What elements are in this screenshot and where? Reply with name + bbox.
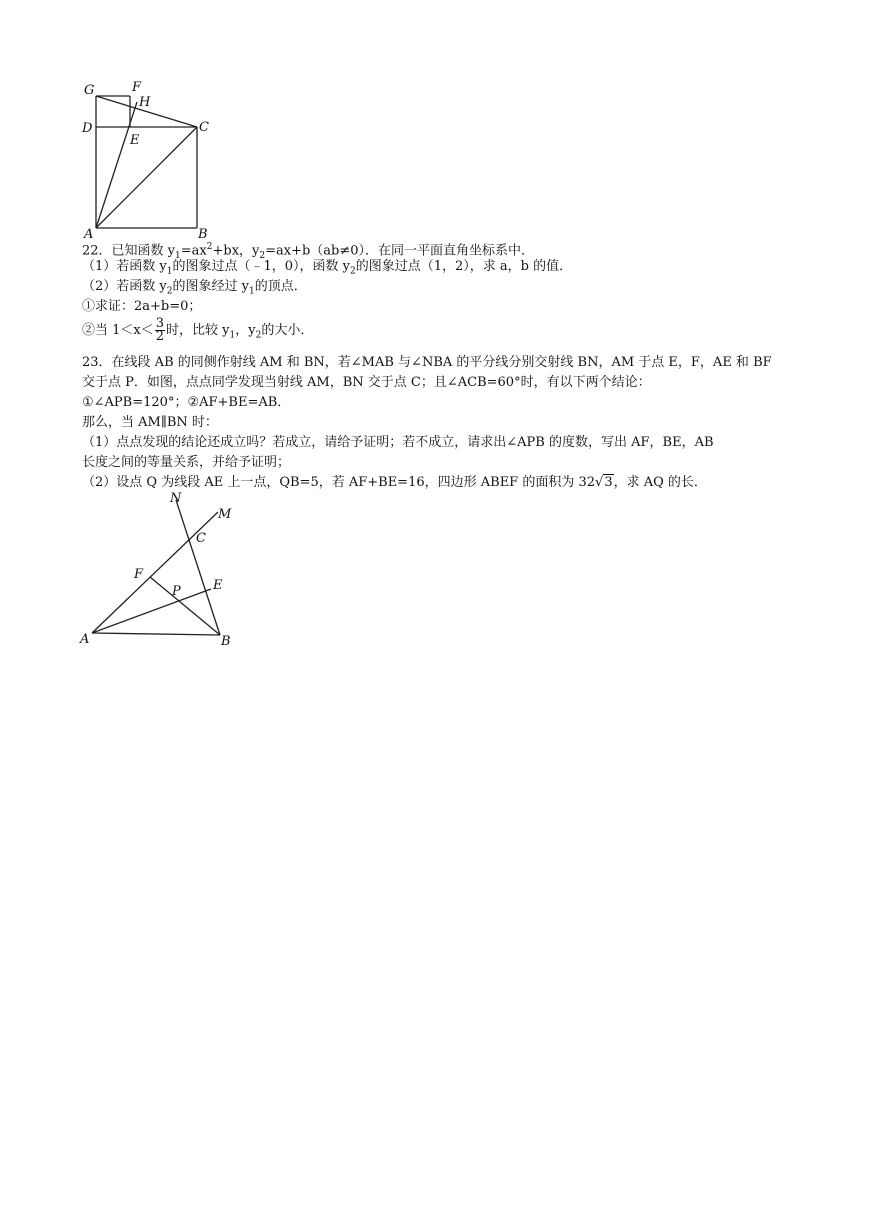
figure-square-svg — [78, 78, 218, 238]
segment-AB — [92, 633, 220, 635]
label-G: G — [84, 83, 95, 98]
diagonal-AC — [96, 127, 197, 228]
label-N: N — [170, 491, 182, 506]
label-M: M — [218, 507, 232, 522]
label-E: E — [130, 133, 140, 148]
segment-AE — [92, 589, 211, 633]
q23-line2: 交于点 P．如图，点点同学发现当射线 AM，BN 交于点 C；且∠ACB=60°时，有以下两个结论： — [82, 375, 651, 390]
label-B: B — [221, 634, 231, 648]
q23-line4: 那么，当 AM∥BN 时： — [82, 415, 218, 430]
label-E: E — [213, 578, 223, 593]
q23-line3: ①∠APB=120°；②AF+BE=AB． — [82, 395, 291, 410]
sqrt-three: √3 — [595, 475, 613, 490]
q22-part2: （2）若函数 $y_2$的图象经过 $y_1$的顶点． — [82, 279, 307, 297]
label-A: A — [80, 632, 90, 647]
q22-item2: ②当 1＜x＜ $\frac{3}{2}$ 时，比较 $y_1$，$y_2$的大小． — [82, 316, 314, 344]
label-A: A — [84, 227, 94, 238]
figure-triangle-svg — [78, 490, 248, 648]
label-D: D — [82, 121, 93, 136]
q22-stem: 22．已知函数 $y_1=ax^2+bx$，$y_2=ax+b(ab\ne 0)$．在同一平面直角坐标系中． — [82, 242, 535, 261]
label-F: F — [134, 567, 144, 582]
figure-square-geometry — [78, 78, 218, 238]
segment-BF — [150, 577, 220, 635]
segment-AH — [96, 102, 137, 228]
q23-line1: 23．在线段 AB 的同侧作射线 AM 和 BN，若∠MAB 与∠NBA 的平分线分别交射线 BN，AM 于点 E，F，AE 和 BF — [82, 355, 772, 370]
label-P: P — [172, 584, 181, 599]
q22-item1: ①求证：2a+b=0； — [82, 299, 202, 314]
label-H: H — [139, 95, 151, 110]
figure-triangle-bisectors — [78, 490, 248, 648]
label-C: C — [199, 120, 209, 135]
label-C: C — [196, 531, 206, 546]
q23-line7: （2）设点 Q 为线段 AE 上一点，QB=5，若 AF+BE=16，四边形 ABEF 的面积为 32√3，求 AQ 的长． — [82, 475, 707, 490]
q23-line6: 长度之间的等量关系，并给予证明； — [82, 455, 291, 470]
ray-BN — [176, 500, 220, 635]
q23-line5: （1）点点发现的结论还成立吗？若成立，请给予证明；若不成立，请求出∠APB 的度数，写出 AF，BE，AB — [82, 435, 714, 450]
fraction-three-halves: $\frac{3}{2}$ — [155, 316, 165, 344]
label-B: B — [198, 227, 208, 238]
label-F: F — [132, 80, 142, 95]
q22-part1: （1）若函数 $y_1$的图象过点（﹣1，0），函数 $y_2$的图象过点（1，2），求 a，b 的值． — [82, 259, 573, 277]
